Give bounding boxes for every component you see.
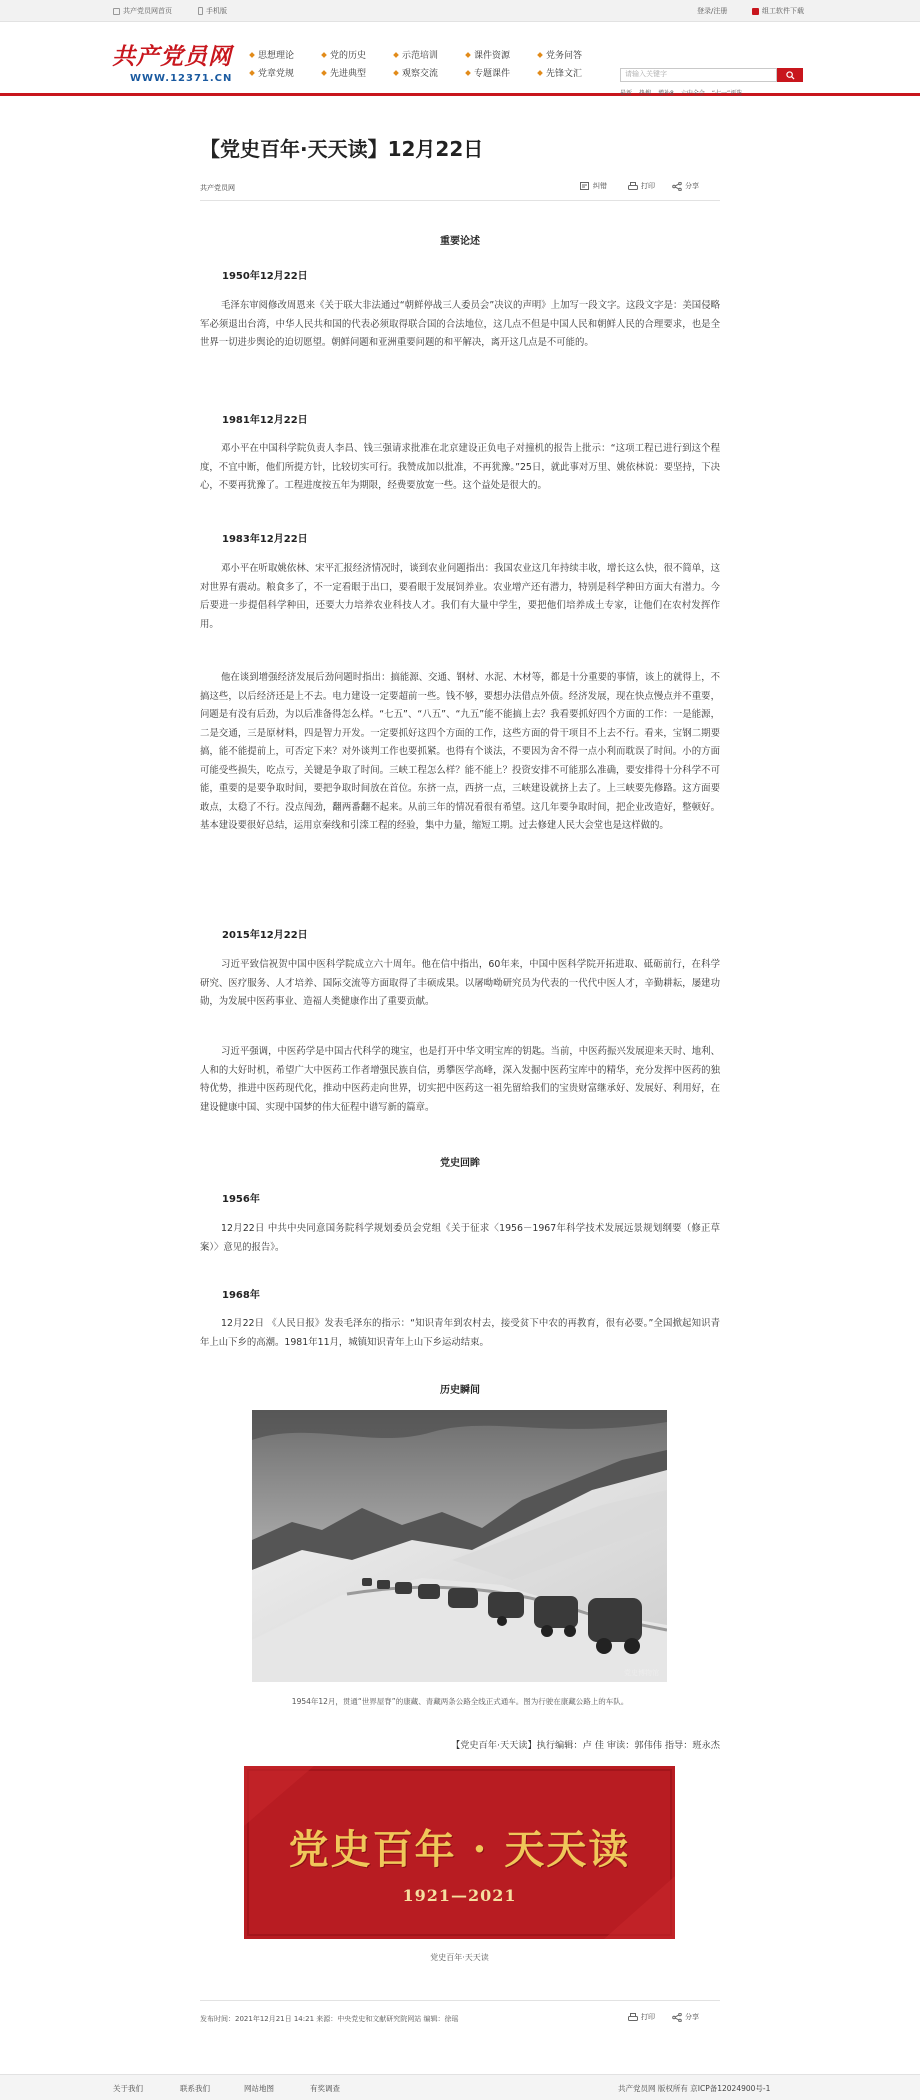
photo-watermark: 党史博物馆	[624, 1669, 659, 1677]
article-paragraph: 邓小平在中国科学院负责人李昌、钱三强请求批准在北京建设正负电子对撞机的报告上批示：“这项工程已进行到这个程度，不宜中断，他们所提方针，比较切实可行。我赞成加以批准，不再犹豫。”25日，就此事对万里、姚依林说：要坚持，下决心，不要再犹豫了。工程进度按五年为期限，经费要放宽一些。这个益处是很大的。	[200, 443, 720, 491]
entry-date: 2015年12月22日	[222, 930, 308, 941]
share-button[interactable]: 分享	[672, 181, 699, 191]
nav-bullet-icon	[537, 52, 543, 58]
article-paragraph: 12月22日 中共中央同意国务院科学规划委员会党组《关于征求〈1956－1967年科学技术发展远景规划纲要（修正草案）〉意见的报告》。	[200, 1223, 720, 1253]
nav-bullet-icon	[321, 70, 327, 76]
photo-image	[252, 1410, 667, 1682]
logo-url: WWW.12371.CN	[130, 73, 233, 84]
home-link[interactable]: 共产党员网首页	[113, 0, 172, 22]
mobile-icon	[198, 7, 203, 15]
print-icon	[628, 182, 638, 191]
hotword-item[interactable]: “七一”评选	[711, 90, 743, 97]
hotword-trending[interactable]: 热搜	[639, 90, 652, 97]
banner-caption: 党史百年·天天读	[430, 1953, 489, 1962]
share-icon	[672, 2013, 682, 2022]
entry-date: 1956年	[222, 1194, 260, 1205]
entry-date: 1968年	[222, 1290, 260, 1301]
article-paragraph: 12月22日 《人民日报》发表毛泽东的指示：“知识青年到农村去，接受贫下中农的再教育，很有必要。”全国掀起知识青年上山下乡的高潮。1981年11月，城镇知识青年上山下乡运动结束。	[200, 1318, 720, 1348]
nav-item-models[interactable]: 先进典型	[322, 66, 366, 79]
login-link[interactable]: 登录/注册	[697, 7, 728, 15]
nav-item-history[interactable]: 党的历史	[322, 48, 366, 61]
banner-years: 1921—2021	[402, 1886, 517, 1905]
publish-meta: 发布时间：2021年12月21日 14:21 来源：中央党史和文献研究院网站 编辑：徐瑶	[200, 2015, 459, 2023]
nav-bullet-icon	[537, 70, 543, 76]
correct-icon	[580, 182, 590, 191]
site-footer	[0, 2074, 920, 2100]
nav-item-special[interactable]: 专题课件	[466, 66, 510, 79]
section-heading: 党史回眸	[440, 1158, 480, 1169]
top-bar	[0, 0, 920, 22]
nav-item-courseware[interactable]: 课件资源	[466, 48, 510, 61]
nav-bullet-icon	[393, 52, 399, 58]
hotword-latest[interactable]: 最新	[620, 90, 633, 97]
hotword-item[interactable]: 六中全会	[680, 90, 705, 97]
search-box	[620, 68, 803, 82]
site-header	[0, 22, 920, 96]
meta-divider	[200, 2000, 720, 2001]
footer-copyright: 共产党员网 版权所有 京ICP备12024900号-1	[618, 2084, 771, 2093]
nav-bullet-icon	[321, 52, 327, 58]
section-heading: 历史瞬间	[440, 1385, 480, 1396]
footer-link-survey[interactable]: 有奖调查	[310, 2084, 340, 2093]
article-title: 【党史百年·天天读】12月22日	[200, 137, 484, 161]
search-button[interactable]	[777, 68, 803, 82]
print-button-bottom[interactable]: 打印	[628, 2012, 655, 2022]
article-paragraph: 毛泽东审阅修改周恩来《关于联大非法通过“朝鲜停战三人委员会”决议的声明》上加写一段文字。这段文字是：美国侵略军必须退出台湾，中华人民共和国的代表必须取得联合国的合法地位，这几点不但是中国人民和朝鲜人民的合理要求，也是全世界一切进步舆论的迫切愿望。朝鲜问题和亚洲重要问题的和平解决，离开这几点是不可能的。	[200, 300, 720, 348]
nav-item-theory[interactable]: 思想理论	[250, 48, 294, 61]
home-icon	[113, 8, 120, 15]
share-icon	[672, 182, 682, 191]
footer-link-sitemap[interactable]: 网站地图	[244, 2084, 274, 2093]
nav-item-literature[interactable]: 先锋文汇	[538, 66, 582, 79]
nav-bullet-icon	[465, 70, 471, 76]
logo-text: 共产党员网	[112, 43, 232, 70]
hotword-item[interactable]: 增补8	[658, 90, 674, 97]
entry-date: 1950年12月22日	[222, 271, 308, 282]
main-nav	[248, 48, 606, 88]
title-divider	[200, 200, 720, 201]
hot-words	[620, 88, 742, 97]
entry-date: 1983年12月22日	[222, 534, 308, 545]
footer-link-about[interactable]: 关于我们	[113, 2084, 143, 2093]
series-banner	[244, 1766, 675, 1939]
nav-bullet-icon	[465, 52, 471, 58]
site-logo[interactable]	[112, 38, 236, 82]
article-paragraph: 邓小平在听取姚依林、宋平汇报经济情况时，谈到农业问题指出：我国农业这几年持续丰收，增长这么快，很不简单，这对世界有震动。粮食多了，不一定看眼于出口，要看眼于发展饲养业。农业增产还有潜力，特别是科学种田方面大有潜力。今后要进一步提倡科学种田，还要大力培养农业科技人才。我们有大量中学生，要把他们培养成土专家，让他们在农村发挥作用。	[200, 563, 720, 630]
article-paragraph: 习近平强调，中医药学是中国古代科学的瑰宝，也是打开中华文明宝库的钥匙。当前，中医药振兴发展迎来天时、地利、人和的大好时机，希望广大中医药工作者增强民族自信，勇攀医学高峰，深入发掘中医药宝库中的精华，充分发挥中医药的独特优势，推进中医药现代化，推动中医药走向世界，切实把中医药这一祖先留给我们的宝贵财富继承好、发展好、利用好，在建设健康中国、实现中国梦的伟大征程中谱写新的篇章。	[200, 1046, 720, 1113]
print-icon	[628, 2013, 638, 2022]
correct-button[interactable]: 纠错	[580, 181, 607, 191]
nav-item-exchange[interactable]: 观察交流	[394, 66, 438, 79]
nav-item-qa[interactable]: 党务问答	[538, 48, 582, 61]
section-heading: 重要论述	[440, 236, 480, 247]
nav-bullet-icon	[249, 52, 255, 58]
software-download-link[interactable]: 组工软件下载	[752, 0, 804, 22]
entry-date: 1981年12月22日	[222, 415, 308, 426]
photo-caption: 1954年12月，贯通“世界屋脊”的康藏、青藏两条公路全线正式通车。图为行驶在康藏公路上的车队。	[291, 1697, 629, 1706]
article-paragraph: 习近平致信祝贺中国中医科学院成立六十周年。他在信中指出，60年来，中国中医科学院开拓进取、砥砺前行，在科学研究、医疗服务、人才培养、国际交流等方面取得了丰硕成果。以屠呦呦研究员为代表的一代代中医人才，辛勤耕耘，屡建功勋，为发展中医药事业、造福人类健康作出了重要贡献。	[200, 959, 720, 1007]
nav-item-regulations[interactable]: 党章党规	[250, 66, 294, 79]
mobile-link[interactable]: 手机版	[198, 0, 227, 22]
nav-item-training[interactable]: 示范培训	[394, 48, 438, 61]
banner-title: 党史百年 · 天天读	[288, 1826, 631, 1873]
search-input[interactable]: 请输入关键字	[620, 68, 777, 82]
share-button-bottom[interactable]: 分享	[672, 2012, 699, 2022]
history-photo	[252, 1410, 667, 1682]
nav-bullet-icon	[249, 70, 255, 76]
nav-bullet-icon	[393, 70, 399, 76]
editor-credits: 【党史百年·天天读】执行编辑：卢 佳 审读：郭伟伟 指导：班永杰	[451, 1740, 720, 1751]
article-source: 共产党员网	[200, 184, 235, 192]
article-paragraph: 他在谈到增强经济发展后劲问题时指出：搞能源、交通、钢材、水泥、木材等，都是十分重要的事情，该上的就得上，不搞这些，以后经济还是上不去。电力建设一定要超前一些。钱不够，要想办法借点外债。经济发展，现在快点慢点并不重要，问题是有没有后劲，为以后准备得怎么样。“七五”、“八五”、“九五”能不能搞上去？我看要抓好四个方面的工作：一是能源，二是交通，三是原材料，四是智力开发。一定要抓好这四个方面的工作，这些方面的骨干项目不上去不行。看来，宝钢二期要搞，能不能提前上，可否定下来？对外谈判工作也要抓紧。也得有个谈法，不要因为舍不得一点小利而耽误了时间。小的方面可能受些损失，吃点亏，关键是争取了时间。三峡工程怎么样？能不能上？投资安排不可能那么准确，要安排得十分科学不可能，重要的是要争取时间，要把争取时间放在首位。东挤一点，西挤一点，三峡建设就挤上去了。上三峡要先修路。这方面要敢点，太稳了不行。没点闯劲，翻两番翻不起来。从前三年的情况看很有希望。这几年要争取时间，把企业改造好，整顿好。基本建设要很好总结，运用京秦线和引滦工程的经验，集中力量，缩短工期。过去修建人民大会堂也是这样做的。	[200, 672, 720, 831]
download-icon	[752, 8, 759, 15]
footer-link-contact[interactable]: 联系我们	[180, 2084, 210, 2093]
search-icon	[786, 71, 795, 80]
print-button[interactable]: 打印	[628, 181, 655, 191]
